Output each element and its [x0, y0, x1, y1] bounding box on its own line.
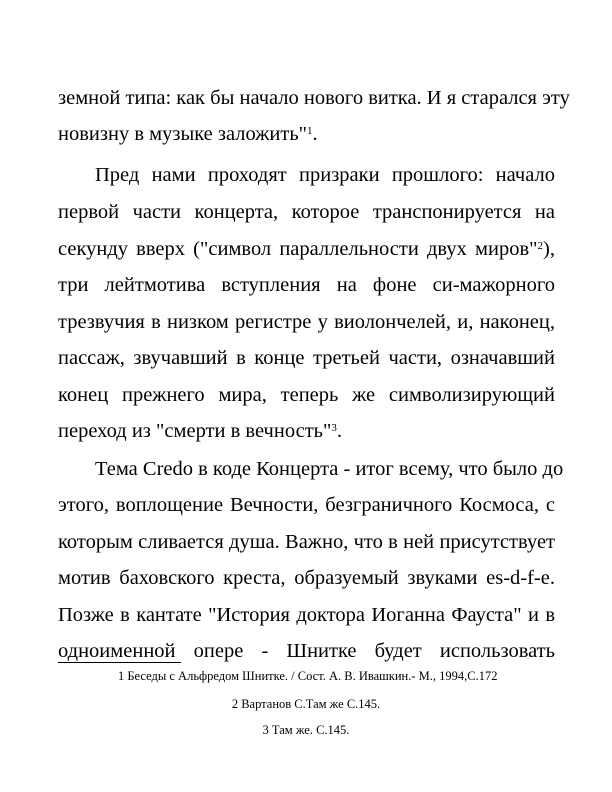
body-line-12: этого, воплощение Вечности, безграничного Космоса, с — [58, 494, 555, 516]
body-line-7: трезвучия в низком регистре у виолончелей, и, наконец, — [58, 311, 555, 333]
body-line-3: Пред нами проходят призраки прошлого: начало — [95, 164, 555, 186]
body-line-6: три лейтмотива вступления на фоне си-мажорного — [58, 274, 555, 296]
footnote-ref-1: 1 — [307, 124, 313, 137]
footnote-2: 2 Вартанов С.Там же С.145. — [231, 697, 381, 711]
footnote-ref-2-tail: ), — [543, 238, 555, 260]
footnote-separator — [58, 662, 181, 663]
body-line-8: пассаж, звучавший в конце третьей части, означавший — [58, 347, 555, 369]
body-line-2-text: новизну в музыке заложить" — [58, 123, 308, 145]
body-line-5-text: секунду вверх ("символ параллельности двух миров" — [58, 238, 538, 260]
body-line-1: земной типа: как бы начало нового витка. И я старался эту — [58, 87, 570, 109]
footnote-1: 1 Беседы с Альфредом Шнитке. / Сост. А. В. Ивашкин.- М., 1994,С.172 — [118, 669, 498, 683]
body-line-9: конец прежнего мира, теперь же символизирующий — [58, 384, 555, 406]
footnote-ref-2: 2 — [537, 239, 544, 252]
body-line-10 — [58, 419, 555, 443]
body-line-13: которым сливается душа. Важно, что в ней присутствует — [58, 531, 555, 553]
body-line-2 — [58, 122, 555, 146]
body-line-11: Тема Credo в коде Концерта - итог всему, что было до — [95, 458, 564, 480]
body-line-10-text: переход из "смерти в вечность" — [58, 420, 332, 442]
body-line-14: мотив баховского креста, образуемый звуками es-d-f-e. — [58, 567, 555, 589]
footnote-ref-3: 3 — [331, 421, 337, 434]
body-line-5 — [58, 237, 555, 261]
body-line-15: Позже в кантате "История доктора Иоганна Фауста" и в — [58, 604, 555, 626]
footnote-ref-1-tail: . — [312, 123, 318, 145]
body-line-4: первой части концерта, которое транспонируется на — [58, 201, 555, 223]
footnote-3: 3 Там же. С.145. — [262, 723, 350, 737]
footnote-ref-3-tail: . — [336, 420, 342, 442]
body-line-16: одноименной опере - Шнитке будет использовать — [58, 640, 555, 662]
